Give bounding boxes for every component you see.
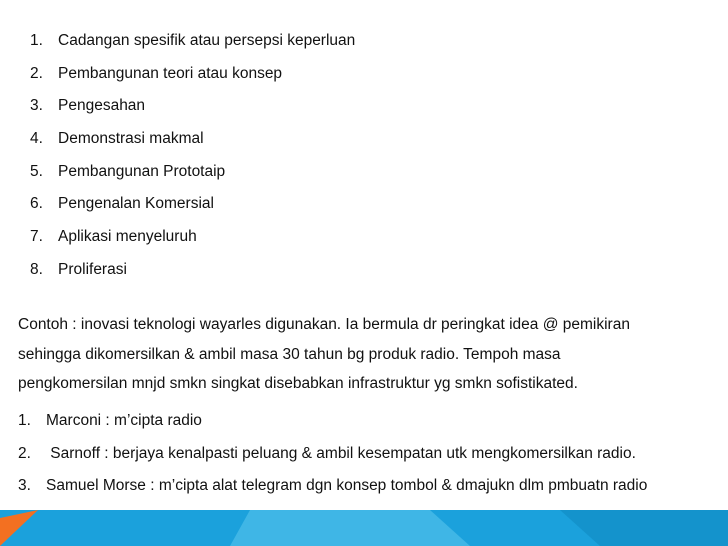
list-item (30, 161, 355, 194)
list-text: Proliferasi (58, 260, 127, 278)
list-number: 2. (18, 444, 31, 462)
list-number: 1. (30, 32, 43, 49)
list-item (18, 443, 647, 476)
paragraph-line: pengkomersilan mnjd smkn singkat disebabkan infrastruktur yg smkn sofistikated. (18, 375, 578, 392)
list-number: 3. (30, 97, 43, 115)
list-text: Pembangunan teori atau konsep (58, 64, 283, 82)
paragraph-line: Contoh : inovasi teknologi wayarles digunakan. Ia bermula dr peringkat idea @ pemikiran (18, 316, 630, 333)
footer-blue-light-band (230, 510, 470, 546)
list-text: Aplikasi menyeluruh (58, 228, 197, 246)
list-item (30, 95, 355, 128)
list-number: 6. (30, 195, 43, 213)
list-text: Cadangan spesifik atau persepsi keperluan (58, 32, 356, 49)
list-number: 5. (30, 162, 43, 180)
list-number: 1. (18, 412, 31, 429)
list-text: Marconi : m’cipta radio (46, 412, 202, 429)
list-item (18, 410, 647, 443)
list-number: 7. (30, 228, 43, 246)
footer-bar (0, 510, 728, 546)
list-item (30, 128, 355, 161)
list-number: 8. (30, 260, 43, 278)
list-text: Samuel Morse : m’cipta alat telegram dgn konsep tombol & dmajukn dlm pmbuatn radio (46, 477, 648, 494)
innovation-steps-list (30, 30, 355, 292)
list-item (30, 193, 355, 226)
list-item (30, 226, 355, 259)
list-number: 4. (30, 130, 43, 148)
footer-decoration (0, 510, 728, 546)
list-item (30, 259, 355, 292)
list-number: 2. (30, 64, 43, 82)
list-text: Pengesahan (58, 97, 146, 115)
list-text: Sarnoff : berjaya kenalpasti peluang & ambil kesempatan utk mengkomersilkan radio. (46, 444, 636, 462)
list-item (18, 475, 647, 508)
inventors-list (18, 410, 647, 508)
list-number: 3. (18, 477, 31, 494)
list-text: Pengenalan Komersial (58, 195, 214, 213)
list-item (30, 63, 355, 96)
paragraph-line: sehingga dikomersilkan & ambil masa 30 tahun bg produk radio. Tempoh masa (18, 345, 561, 363)
list-text: Pembangunan Prototaip (58, 162, 226, 180)
list-text: Demonstrasi makmal (58, 130, 204, 148)
example-paragraph (18, 314, 718, 403)
list-item (30, 30, 355, 63)
